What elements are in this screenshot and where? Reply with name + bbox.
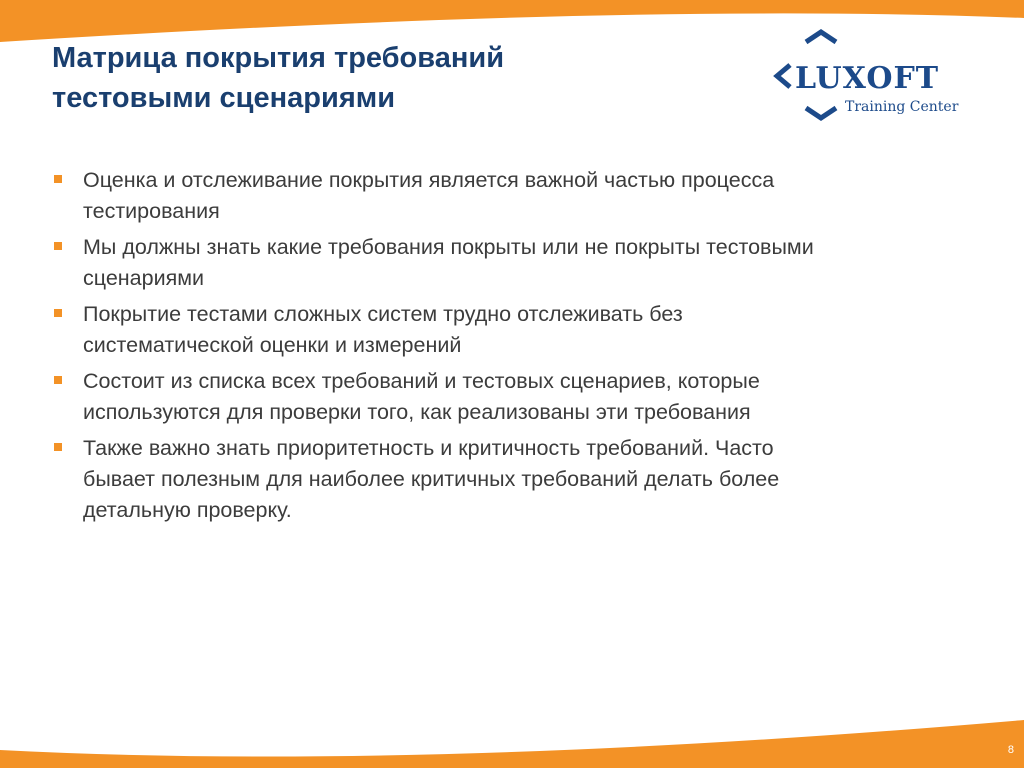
bullet-line: Мы должны знать какие требования покрыты или не покрыты тестовыми: [83, 235, 814, 259]
slide-title: [52, 38, 672, 118]
bullet-line: тестирования: [83, 199, 220, 223]
bullet-line: Состоит из списка всех требований и тестовых сценариев, которые: [83, 369, 760, 393]
bullet-item: [52, 232, 982, 294]
bullet-line: Покрытие тестами сложных систем трудно отслеживать без: [83, 302, 683, 326]
bullet-line: сценариями: [83, 266, 205, 290]
bullet-item: [52, 366, 982, 428]
bullet-list: [52, 165, 982, 531]
slide-title-line-2: тестовыми сценариями: [52, 82, 396, 114]
bullet-line: Оценка и отслеживание покрытия является важной частью процесса: [83, 168, 775, 192]
bullet-item: [52, 299, 982, 361]
orange-square-bullet-icon: [54, 443, 62, 451]
bullet-item: [52, 165, 982, 227]
orange-square-bullet-icon: [54, 175, 62, 183]
logo-brand-text: LUXOFT: [795, 61, 940, 96]
slide-title-line-1: Матрица покрытия требований: [52, 42, 505, 74]
page-number: 8: [1007, 744, 1014, 756]
bottom-orange-band: [0, 720, 1024, 768]
orange-square-bullet-icon: [54, 309, 62, 317]
bullet-line: используются для проверки того, как реализованы эти требования: [83, 400, 751, 424]
bullet-line: систематической оценки и измерений: [83, 333, 462, 357]
orange-square-bullet-icon: [54, 242, 62, 250]
bullet-line: детальную проверку.: [83, 498, 292, 522]
luxoft-logo: [770, 28, 980, 128]
bullet-line: Также важно знать приоритетность и критичность требований. Часто: [83, 436, 774, 460]
bullet-item: [52, 433, 982, 526]
logo-subtitle-text: Training Center: [845, 99, 959, 115]
orange-square-bullet-icon: [54, 376, 62, 384]
bullet-line: бывает полезным для наиболее критичных требований делать более: [83, 467, 780, 491]
